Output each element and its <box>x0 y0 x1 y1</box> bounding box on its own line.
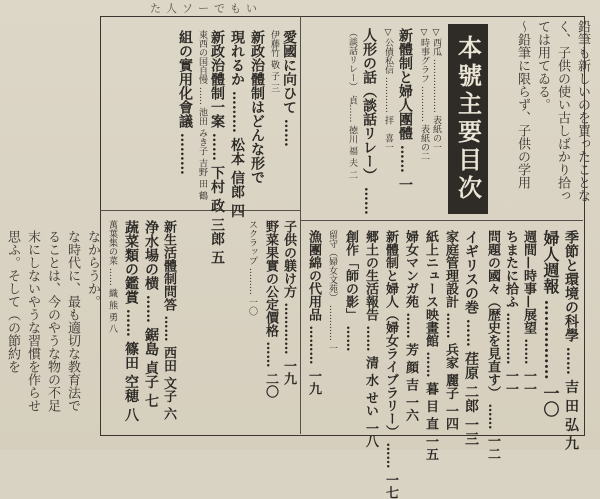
top-cut-text: た人ソーでもい <box>150 2 262 15</box>
toc-item: 伊藤竹 敬 子 三 <box>269 30 279 93</box>
toc-item: 新體制と婦人（婦女ライブラリー） …… 一七 <box>383 230 398 499</box>
prose-column-3: ては用てゐる。 <box>535 20 550 111</box>
toc-item: 婦女マンガ苑 …… 芳 顔 吉 一六 <box>403 230 418 422</box>
toc-item: 新體制と婦人團體 …… 一 <box>397 28 413 192</box>
toc-item: 浄水場の横 …… 鋸島 貞子 七 <box>143 220 159 408</box>
toc-item: スクラップ ……… 一〇 <box>247 220 257 316</box>
toc-item: 季節と環境の科學 …… 吉 田 弘 九 <box>563 230 579 451</box>
toc-item: イギリスの巻 …… 荏原 二郎 一三 <box>463 230 479 446</box>
toc-item: 子供の躾け方 ………… 一九 <box>281 220 296 386</box>
toc-item: 新生活體制問答 …… 西田 文子 六 <box>161 220 176 421</box>
toc-item: ▽西瓜 ……………… 表紙の一 <box>431 28 441 152</box>
prose-column-1: 鉛筆も新しいのを買ったことな <box>575 20 590 202</box>
section-rule <box>100 210 300 211</box>
toc-item: 留守（婦女文苑） ………… 一 <box>327 230 337 353</box>
toc-item: 紙上ニュース映畫館 …… 暮 目 直 一五 <box>423 230 438 461</box>
toc-item: 週間—時事—展望 …… 一一 <box>521 230 536 396</box>
toc-title: 本號主要目次 <box>453 35 483 203</box>
toc-item: 蔬菜類の鑑賞 …… 篠田 空穂 八 <box>123 220 139 422</box>
section-rule <box>300 220 583 221</box>
toc-item: 創作「師の影」 …… <box>343 230 358 352</box>
toc-item: 新政治體制一案 …… 下村 政 三郎 五 <box>209 30 225 265</box>
column-rule <box>300 16 301 434</box>
toc-item: ちまたに拾ふ ………… 一一 <box>503 230 518 396</box>
toc-item: 萬葉集の菜 …… 織 熊 勇 八 <box>107 220 117 334</box>
toc-item: （談話リレー） 貞…… 徳川 福 夫 二 <box>347 28 357 179</box>
toc-item: 野菜果實の公定價格 …… 二〇 <box>263 220 278 399</box>
toc-item: 漁團綿の代用品 ……… 一九 <box>306 230 321 396</box>
toc-title-box <box>448 24 488 214</box>
toc-item: ▽公債私信 ………… 拝 喜一 <box>383 28 393 152</box>
toc-item: ▽時事グラフ ………… 表紙の二 <box>419 28 429 161</box>
toc-item: 人形の話（談話リレー） …… <box>361 28 377 215</box>
prose-column-2: く、子供の使い古しばかり拾っ <box>555 20 570 202</box>
prose-left-1: 思ふ。そして（の節約を <box>5 230 20 373</box>
toc-item: 東西の国自慢 …… 池田 みき子 吉野 田 鶴 <box>197 30 207 201</box>
toc-item: 問題の國々（歴史を見直す） …… 一二 <box>485 230 500 461</box>
toc-item: 家庭管理設計 …… 兵家 麗子 一四 <box>443 230 458 431</box>
prose-left-5: なからうか。 <box>85 230 100 308</box>
prose-column-4: 〜鉛筆に限らず、子供の学用 <box>515 20 530 189</box>
toc-item: 婦人週報 …………… 一〇 <box>541 230 560 418</box>
prose-left-3: ることは、今のやうな物の不足 <box>45 230 60 412</box>
toc-item: 現れるか ……… 松本 信郎 四 <box>229 30 245 218</box>
toc-item: 愛國に向ひて …… <box>281 30 297 147</box>
toc-item: 郷土の生活報告 …… 清 水 せい 一八 <box>363 230 378 448</box>
prose-left-4: な時代に、最も適切な教育法で <box>65 230 80 412</box>
toc-item: 組の實用化會議 ……… <box>177 30 193 175</box>
prose-left-2: 末にしないやうな習慣を作らせ <box>25 230 40 412</box>
toc-item: 新政治體制はどんな形で <box>249 30 265 184</box>
